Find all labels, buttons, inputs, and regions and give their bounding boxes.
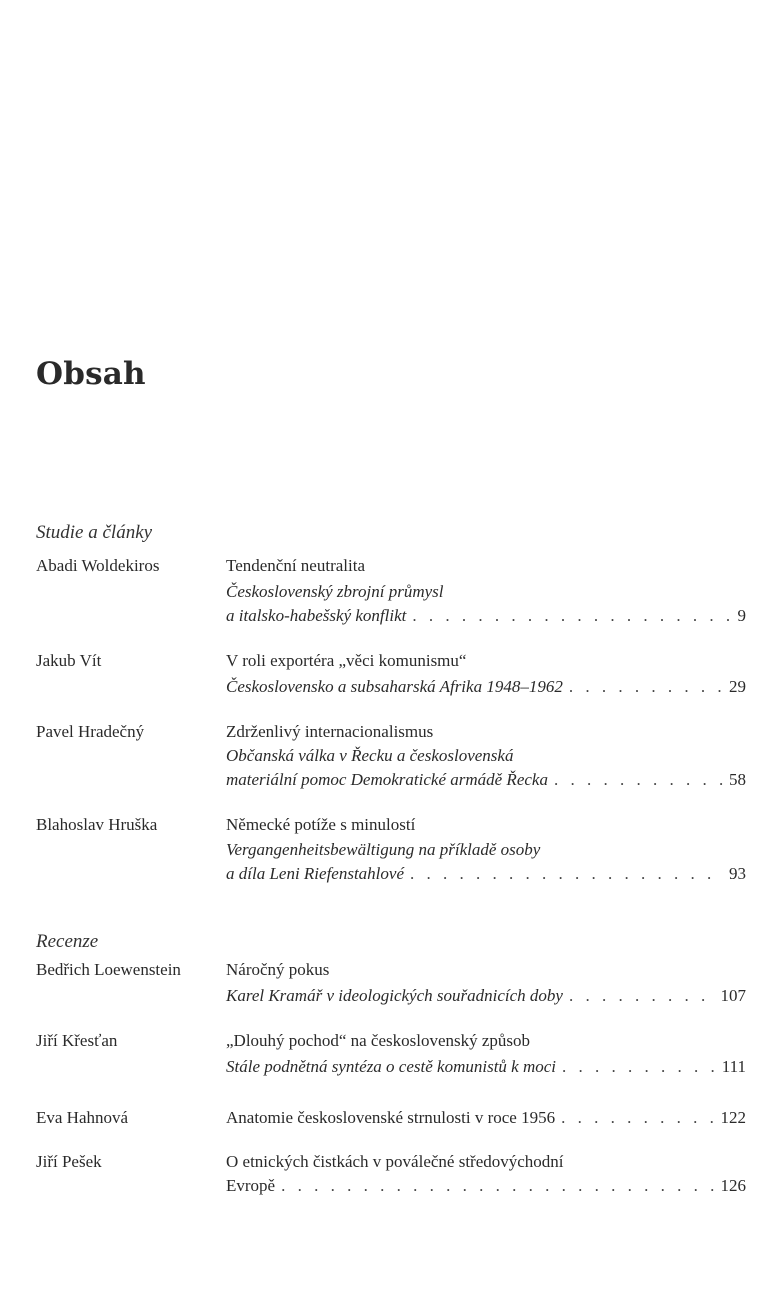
entry-page-number: 111	[721, 1057, 746, 1076]
entry-subtitle: Občanská válka v Řecku a československá	[226, 746, 514, 765]
entry-title: Náročný pokus	[226, 960, 330, 979]
entry-subtitle: Československo a subsaharská Afrika 1948–1962	[226, 677, 563, 696]
entry-author: Blahoslav Hruška	[36, 815, 158, 834]
leader-dots	[410, 864, 723, 884]
leader-dots	[569, 986, 715, 1006]
leader-dots	[561, 1108, 714, 1128]
entry-title-cont: Evropě	[226, 1176, 276, 1195]
entry-subtitle-line	[226, 1057, 746, 1077]
leader-dots	[562, 1057, 716, 1077]
entry-title: Německé potíže s minulostí	[226, 815, 416, 834]
section-heading-studie: Studie a články	[36, 522, 153, 543]
page-title: Obsah	[36, 356, 146, 392]
entry-title: Tendenční neutralita	[226, 556, 365, 575]
entry-subtitle: Československý zbrojní průmysl	[226, 582, 444, 601]
entry-page-number: 122	[720, 1108, 746, 1127]
entry-subtitle: a díla Leni Riefenstahlové	[226, 864, 404, 883]
entry-subtitle-line	[226, 986, 746, 1006]
entry-author: Bedřich Loewenstein	[36, 960, 181, 979]
entry-author: Abadi Woldekiros	[36, 556, 160, 575]
leader-dots	[569, 677, 723, 697]
entry-subtitle: Karel Kramář v ideologických souřadnicích doby	[226, 986, 563, 1005]
leader-dots	[412, 606, 731, 626]
leader-dots	[281, 1176, 714, 1196]
entry-title: V roli exportéra „věci komunismu“	[226, 651, 467, 670]
section-heading-recenze: Recenze	[36, 931, 99, 952]
leader-dots	[554, 770, 723, 790]
entry-page-number: 29	[729, 677, 746, 696]
entry-title: „Dlouhý pochod“ na československý způsob	[226, 1031, 531, 1050]
entry-subtitle-line	[226, 606, 746, 626]
entry-author: Pavel Hradečný	[36, 722, 145, 741]
entry-author: Jakub Vít	[36, 651, 102, 670]
entry-title: O etnických čistkách v poválečné středovýchodní	[226, 1152, 564, 1171]
entry-subtitle: Stále podnětná syntéza o cestě komunistů k moci	[226, 1057, 557, 1076]
entry-title-line	[226, 1108, 746, 1128]
entry-page-number: 126	[720, 1176, 746, 1195]
entry-page-number: 9	[737, 606, 746, 625]
entry-title: Zdrženlivý internacionalismus	[226, 722, 434, 741]
entry-title: Anatomie československé strnulosti v roce 1956	[226, 1108, 556, 1127]
entry-subtitle-line	[226, 864, 746, 884]
entry-author: Jiří Pešek	[36, 1152, 102, 1171]
entry-author: Jiří Křesťan	[36, 1031, 118, 1050]
entry-subtitle-line	[226, 770, 746, 790]
entry-subtitle: materiální pomoc Demokratické armádě Řecka	[226, 770, 548, 789]
entry-page-number: 107	[720, 986, 746, 1005]
entry-page-number: 93	[729, 864, 746, 883]
entry-subtitle: a italsko-habešský konflikt	[226, 606, 407, 625]
entry-title-line	[226, 1176, 746, 1196]
entry-subtitle: Vergangenheitsbewältigung na příkladě osoby	[226, 840, 541, 859]
entry-page-number: 58	[729, 770, 746, 789]
entry-author: Eva Hahnová	[36, 1108, 129, 1127]
entry-subtitle-line	[226, 677, 746, 697]
